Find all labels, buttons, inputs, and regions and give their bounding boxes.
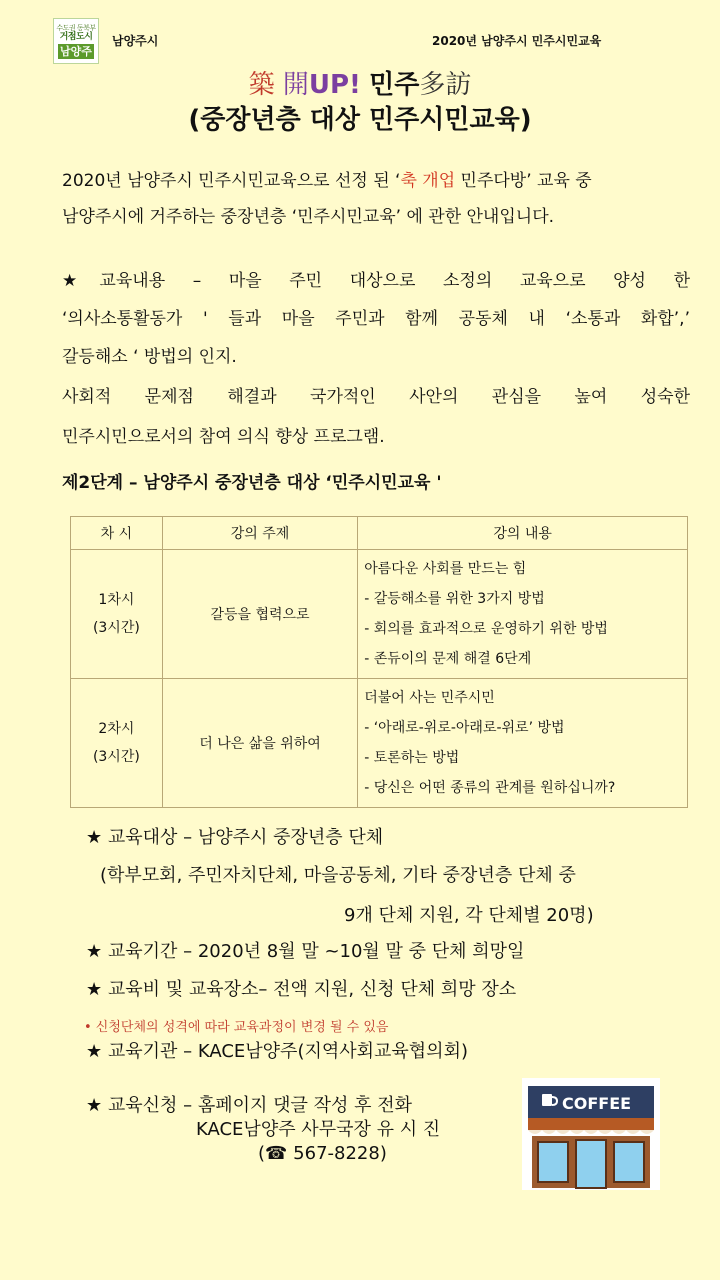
session-hours: (3시간) bbox=[92, 749, 140, 765]
title-up: UP! bbox=[308, 70, 361, 100]
logo-line3: 남양주 bbox=[60, 44, 92, 58]
contact-text: KACE남양주 사무국장 유 시 진 bbox=[196, 1119, 441, 1140]
course-table bbox=[70, 516, 688, 808]
intro-line1 bbox=[62, 170, 692, 192]
session-label: 1차시 bbox=[98, 592, 135, 608]
header-content: 강의 내용 bbox=[358, 517, 688, 550]
awning bbox=[528, 1118, 654, 1130]
content-item: - 갈등해소를 위한 3가지 방법 bbox=[364, 591, 545, 607]
session-cell bbox=[71, 679, 163, 808]
topic-cell: 갈등을 협력으로 bbox=[162, 550, 357, 679]
intro-line1-red: 축 개업 bbox=[400, 171, 456, 191]
content-cell bbox=[358, 550, 688, 679]
content-item: - 회의를 효과적으로 운영하기 위한 방법 bbox=[364, 621, 608, 637]
intro-line1-pre: 2020년 남양주시 민주시민교육으로 선정 된 ‘ bbox=[62, 171, 401, 191]
cup-icon bbox=[542, 1094, 552, 1106]
content-item: - 존듀이의 문제 해결 6단계 bbox=[364, 651, 532, 667]
content-item: - 당신은 어떤 종류의 관계를 원하십니까? bbox=[364, 780, 616, 796]
right-window bbox=[614, 1142, 644, 1182]
period-item: ★ 교육기간 – 2020년 8월 말 ~10월 말 중 단체 희망일 bbox=[86, 941, 525, 962]
awning-scallop bbox=[528, 1130, 654, 1134]
table-header-row bbox=[71, 517, 688, 550]
content-line1: ★교육내용 – 마을 주민 대상으로 소정의 교육으로 양성 한 bbox=[62, 271, 690, 291]
target-sub1: (학부모회, 주민자치단체, 마을공동체, 기타 중장년층 단체 중 bbox=[100, 865, 576, 886]
note-text: • 신청단체의 성격에 따라 교육과정이 변경 될 수 있음 bbox=[84, 1020, 389, 1035]
table-row bbox=[71, 679, 688, 808]
content-line2: ‘의사소통활동가 ' 들과 마을 주민과 함께 공동체 내 ‘소통과 화합’,’ bbox=[62, 309, 690, 329]
stage-heading: 제2단계 – 남양주시 중장년층 대상 ‘민주시민교육 ' bbox=[62, 473, 442, 493]
title-chuk: 築 bbox=[248, 70, 275, 100]
shop-door bbox=[576, 1140, 606, 1188]
logo-line1: 수도권 동북부 bbox=[56, 23, 96, 32]
header-topic: 강의 주제 bbox=[162, 517, 357, 550]
target-sub2: 9개 단체 지원, 각 단체별 20명) bbox=[344, 905, 594, 926]
title-gae: 開 bbox=[282, 70, 309, 100]
city-logo bbox=[53, 18, 99, 64]
target-item: ★ 교육대상 – 남양주시 중장년층 단체 bbox=[86, 827, 384, 848]
content-item: - 토론하는 방법 bbox=[364, 750, 460, 766]
header-session: 차 시 bbox=[71, 517, 163, 550]
intro-line1-post: 민주다방’ 교육 중 bbox=[455, 171, 592, 191]
content-line3: 갈등해소 ‘ 방법의 인지. bbox=[62, 347, 237, 367]
session-label: 2차시 bbox=[98, 721, 135, 737]
session-cell bbox=[71, 550, 163, 679]
title-dabang: 多訪 bbox=[419, 70, 472, 100]
header-title: 2020년 남양주시 민주시민교육 bbox=[432, 34, 602, 48]
phone-text: (☎ 567-8228) bbox=[258, 1143, 387, 1164]
apply-item: ★ 교육신청 – 홈페이지 댓글 작성 후 전화 bbox=[86, 1095, 413, 1116]
intro-line2: 남양주시에 거주하는 중장년층 ‘민주시민교육’ 에 관한 안내입니다. bbox=[62, 207, 555, 227]
content-line4: 사회적 문제점 해결과 국가적인 사안의 관심을 높여 성숙한 bbox=[62, 387, 690, 407]
main-title bbox=[0, 68, 720, 102]
content-cell bbox=[358, 679, 688, 808]
left-window bbox=[538, 1142, 568, 1182]
coffee-shop-icon bbox=[522, 1078, 660, 1190]
content-item: 더불어 사는 민주시민 bbox=[364, 690, 495, 706]
coffee-sign-text: COFFEE bbox=[562, 1094, 632, 1113]
title-minju: 민주 bbox=[369, 70, 420, 100]
header-city: 남양주시 bbox=[112, 34, 159, 48]
subtitle: (중장년층 대상 민주시민교육) bbox=[188, 105, 532, 135]
org-item: ★ 교육기관 – KACE남양주(지역사회교육협의회) bbox=[86, 1041, 468, 1062]
logo-line2: 거점도시 bbox=[59, 31, 93, 42]
session-hours: (3시간) bbox=[92, 620, 140, 636]
table-row bbox=[71, 550, 688, 679]
cost-item: ★ 교육비 및 교육장소– 전액 지원, 신청 단체 희망 장소 bbox=[86, 979, 517, 1000]
topic-cell: 더 나은 삶을 위하여 bbox=[162, 679, 357, 808]
content-line5: 민주시민으로서의 참여 의식 향상 프로그램. bbox=[62, 427, 385, 447]
content-item: 아름다운 사회를 만드는 힘 bbox=[364, 561, 527, 577]
content-item: - ‘아래로-위로-아래로-위로’ 방법 bbox=[364, 720, 565, 736]
